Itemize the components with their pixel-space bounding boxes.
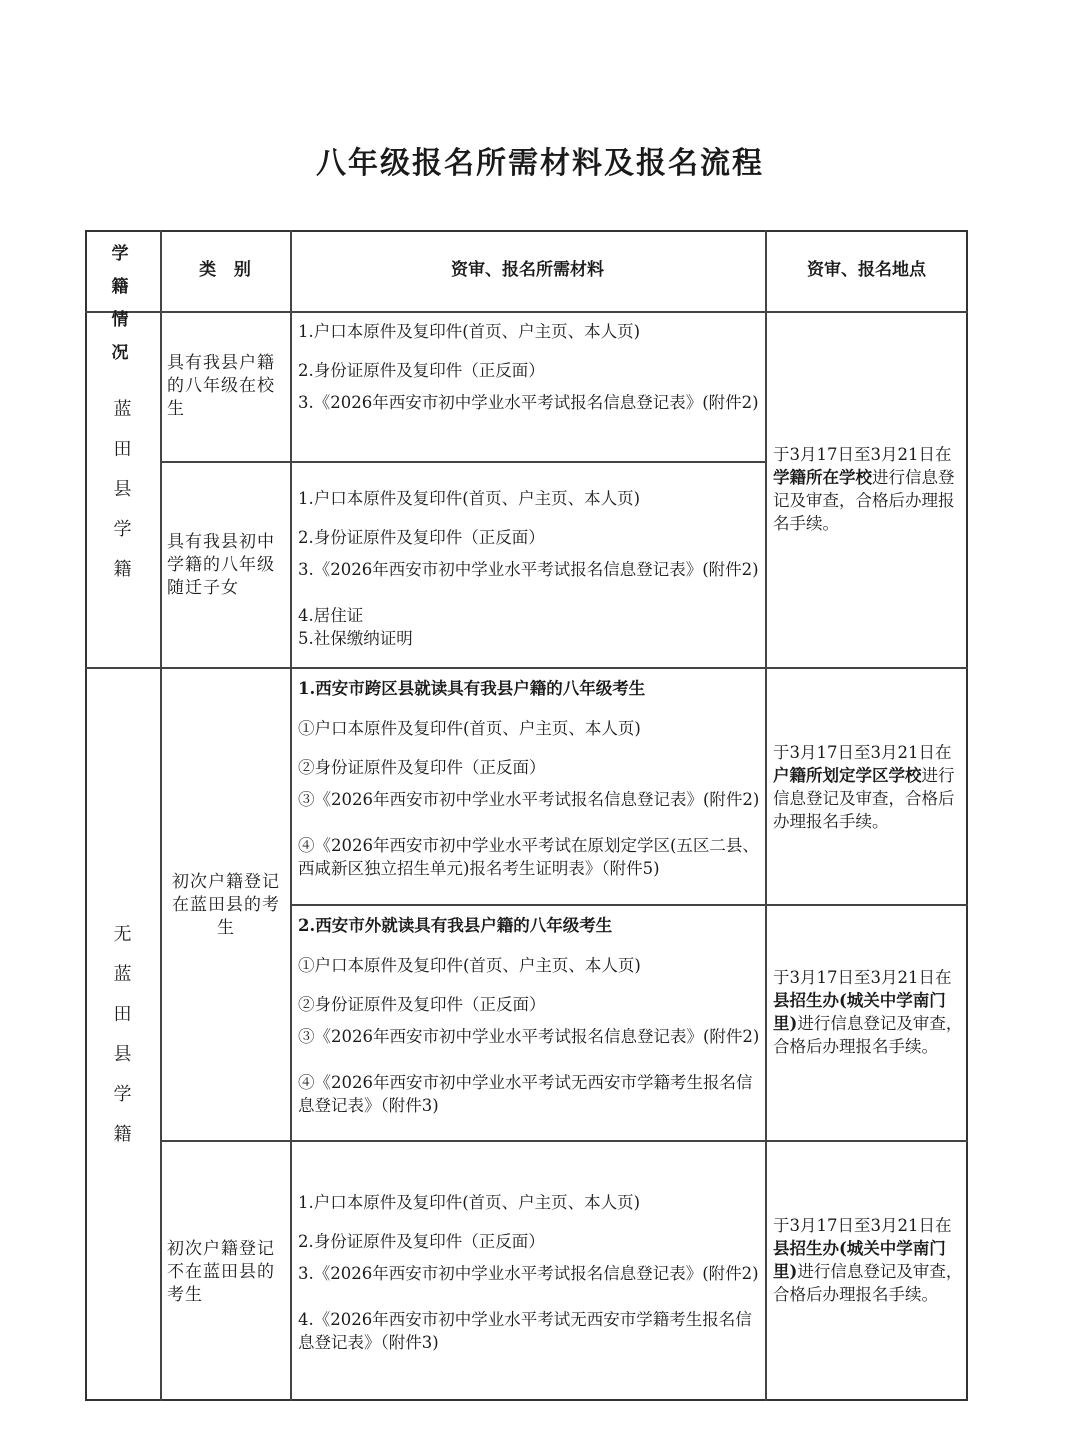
status-no-lantian bbox=[85, 915, 160, 1155]
list-item: ④《2026年西安市初中学业水平考试无西安市学籍考生报名信息登记表》（附件3) bbox=[298, 1073, 753, 1115]
category-registered-in-lantian: 初次户籍登记在蓝田县的考生 bbox=[172, 872, 280, 938]
status-char: 蓝 bbox=[113, 399, 132, 420]
status-char: 学 bbox=[113, 1084, 132, 1105]
category-not-registered-in-lantian: 初次户籍登记不在蓝田县的考生 bbox=[167, 1239, 275, 1305]
table-divider bbox=[160, 461, 765, 463]
category-migrant-student: 具有我县初中学籍的八年级随迁子女 bbox=[167, 532, 275, 598]
table-divider bbox=[290, 904, 968, 906]
table-divider bbox=[290, 230, 292, 1401]
category-local-student: 具有我县户籍的八年级在校生 bbox=[167, 353, 275, 419]
list-item: ②身份证原件及复印件（正反面） bbox=[298, 995, 546, 1014]
list-item: ①户口本原件及复印件(首页、户主页、本人页) bbox=[298, 719, 641, 738]
table-divider bbox=[85, 667, 968, 669]
list-item: ③《2026年西安市初中学业水平考试报名信息登记表》(附件2) bbox=[298, 790, 760, 809]
list-item: 2.身份证原件及复印件（正反面） bbox=[298, 361, 545, 380]
location-text: 于3月17日至3月21日在县招生办(城关中学南门里)进行信息登记及审查，合格后办理报名手续。 bbox=[773, 1216, 963, 1304]
status-char: 蓝 bbox=[113, 964, 132, 985]
list-item: 3.《2026年西安市初中学业水平考试报名信息登记表》(附件2) bbox=[298, 393, 759, 412]
status-lantian bbox=[85, 390, 160, 590]
status-char: 田 bbox=[113, 439, 132, 460]
status-char: 县 bbox=[113, 479, 132, 500]
list-item: 3.《2026年西安市初中学业水平考试报名信息登记表》(附件2) bbox=[298, 560, 759, 579]
list-item: 1.户口本原件及复印件(首页、户主页、本人页) bbox=[298, 1193, 641, 1212]
table-divider bbox=[85, 311, 968, 313]
location-text: 于3月17日至3月21日在县招生办(城关中学南门里)进行信息登记及审查，合格后办理报名手续。 bbox=[773, 968, 963, 1056]
status-char: 籍 bbox=[113, 1124, 132, 1145]
list-item: ③《2026年西安市初中学业水平考试报名信息登记表》(附件2) bbox=[298, 1027, 760, 1046]
status-char: 无 bbox=[113, 924, 132, 945]
header-category: 类 别 bbox=[199, 260, 251, 280]
list-item: 1.户口本原件及复印件(首页、户主页、本人页) bbox=[298, 322, 641, 341]
location-text: 于3月17日至3月21日在学籍所在学校进行信息登记及审查，合格后办理报名手续。 bbox=[773, 445, 955, 533]
list-item: 2.身份证原件及复印件（正反面） bbox=[298, 1232, 545, 1251]
table-divider bbox=[160, 1140, 968, 1142]
table-divider bbox=[765, 230, 767, 1401]
section-heading: 1.西安市跨区县就读具有我县户籍的八年级考生 bbox=[298, 679, 646, 698]
list-item: 4.《2026年西安市初中学业水平考试无西安市学籍考生报名信息登记表》（附件3) bbox=[298, 1310, 752, 1352]
table-divider bbox=[160, 230, 162, 1401]
section-heading: 2.西安市外就读具有我县户籍的八年级考生 bbox=[298, 916, 613, 935]
location-text: 于3月17日至3月21日在户籍所划定学区学校进行信息登记及审查，合格后办理报名手续。 bbox=[773, 743, 955, 831]
list-item: ④《2026年西安市初中学业水平考试在原划定学区(五区二县、西咸新区独立招生单元)报名考生证明表》（附件5) bbox=[298, 836, 759, 878]
list-item: ①户口本原件及复印件(首页、户主页、本人页) bbox=[298, 956, 641, 975]
list-item: 2.身份证原件及复印件（正反面） bbox=[298, 528, 545, 547]
header-materials: 资审、报名所需材料 bbox=[451, 260, 604, 280]
list-item: 5.社保缴纳证明 bbox=[298, 629, 413, 648]
page-title: 八年级报名所需材料及报名流程 bbox=[316, 146, 764, 181]
status-char: 县 bbox=[113, 1044, 132, 1065]
status-char: 田 bbox=[113, 1004, 132, 1025]
status-char: 籍 bbox=[113, 559, 132, 580]
list-item: 3.《2026年西安市初中学业水平考试报名信息登记表》(附件2) bbox=[298, 1264, 759, 1283]
status-char: 学 bbox=[113, 519, 132, 540]
header-location: 资审、报名地点 bbox=[807, 260, 926, 280]
list-item: ②身份证原件及复印件（正反面） bbox=[298, 758, 546, 777]
list-item: 4.居住证 bbox=[298, 606, 364, 625]
list-item: 1.户口本原件及复印件(首页、户主页、本人页) bbox=[298, 489, 641, 508]
header-status: 学 籍 情 况 bbox=[111, 244, 135, 363]
